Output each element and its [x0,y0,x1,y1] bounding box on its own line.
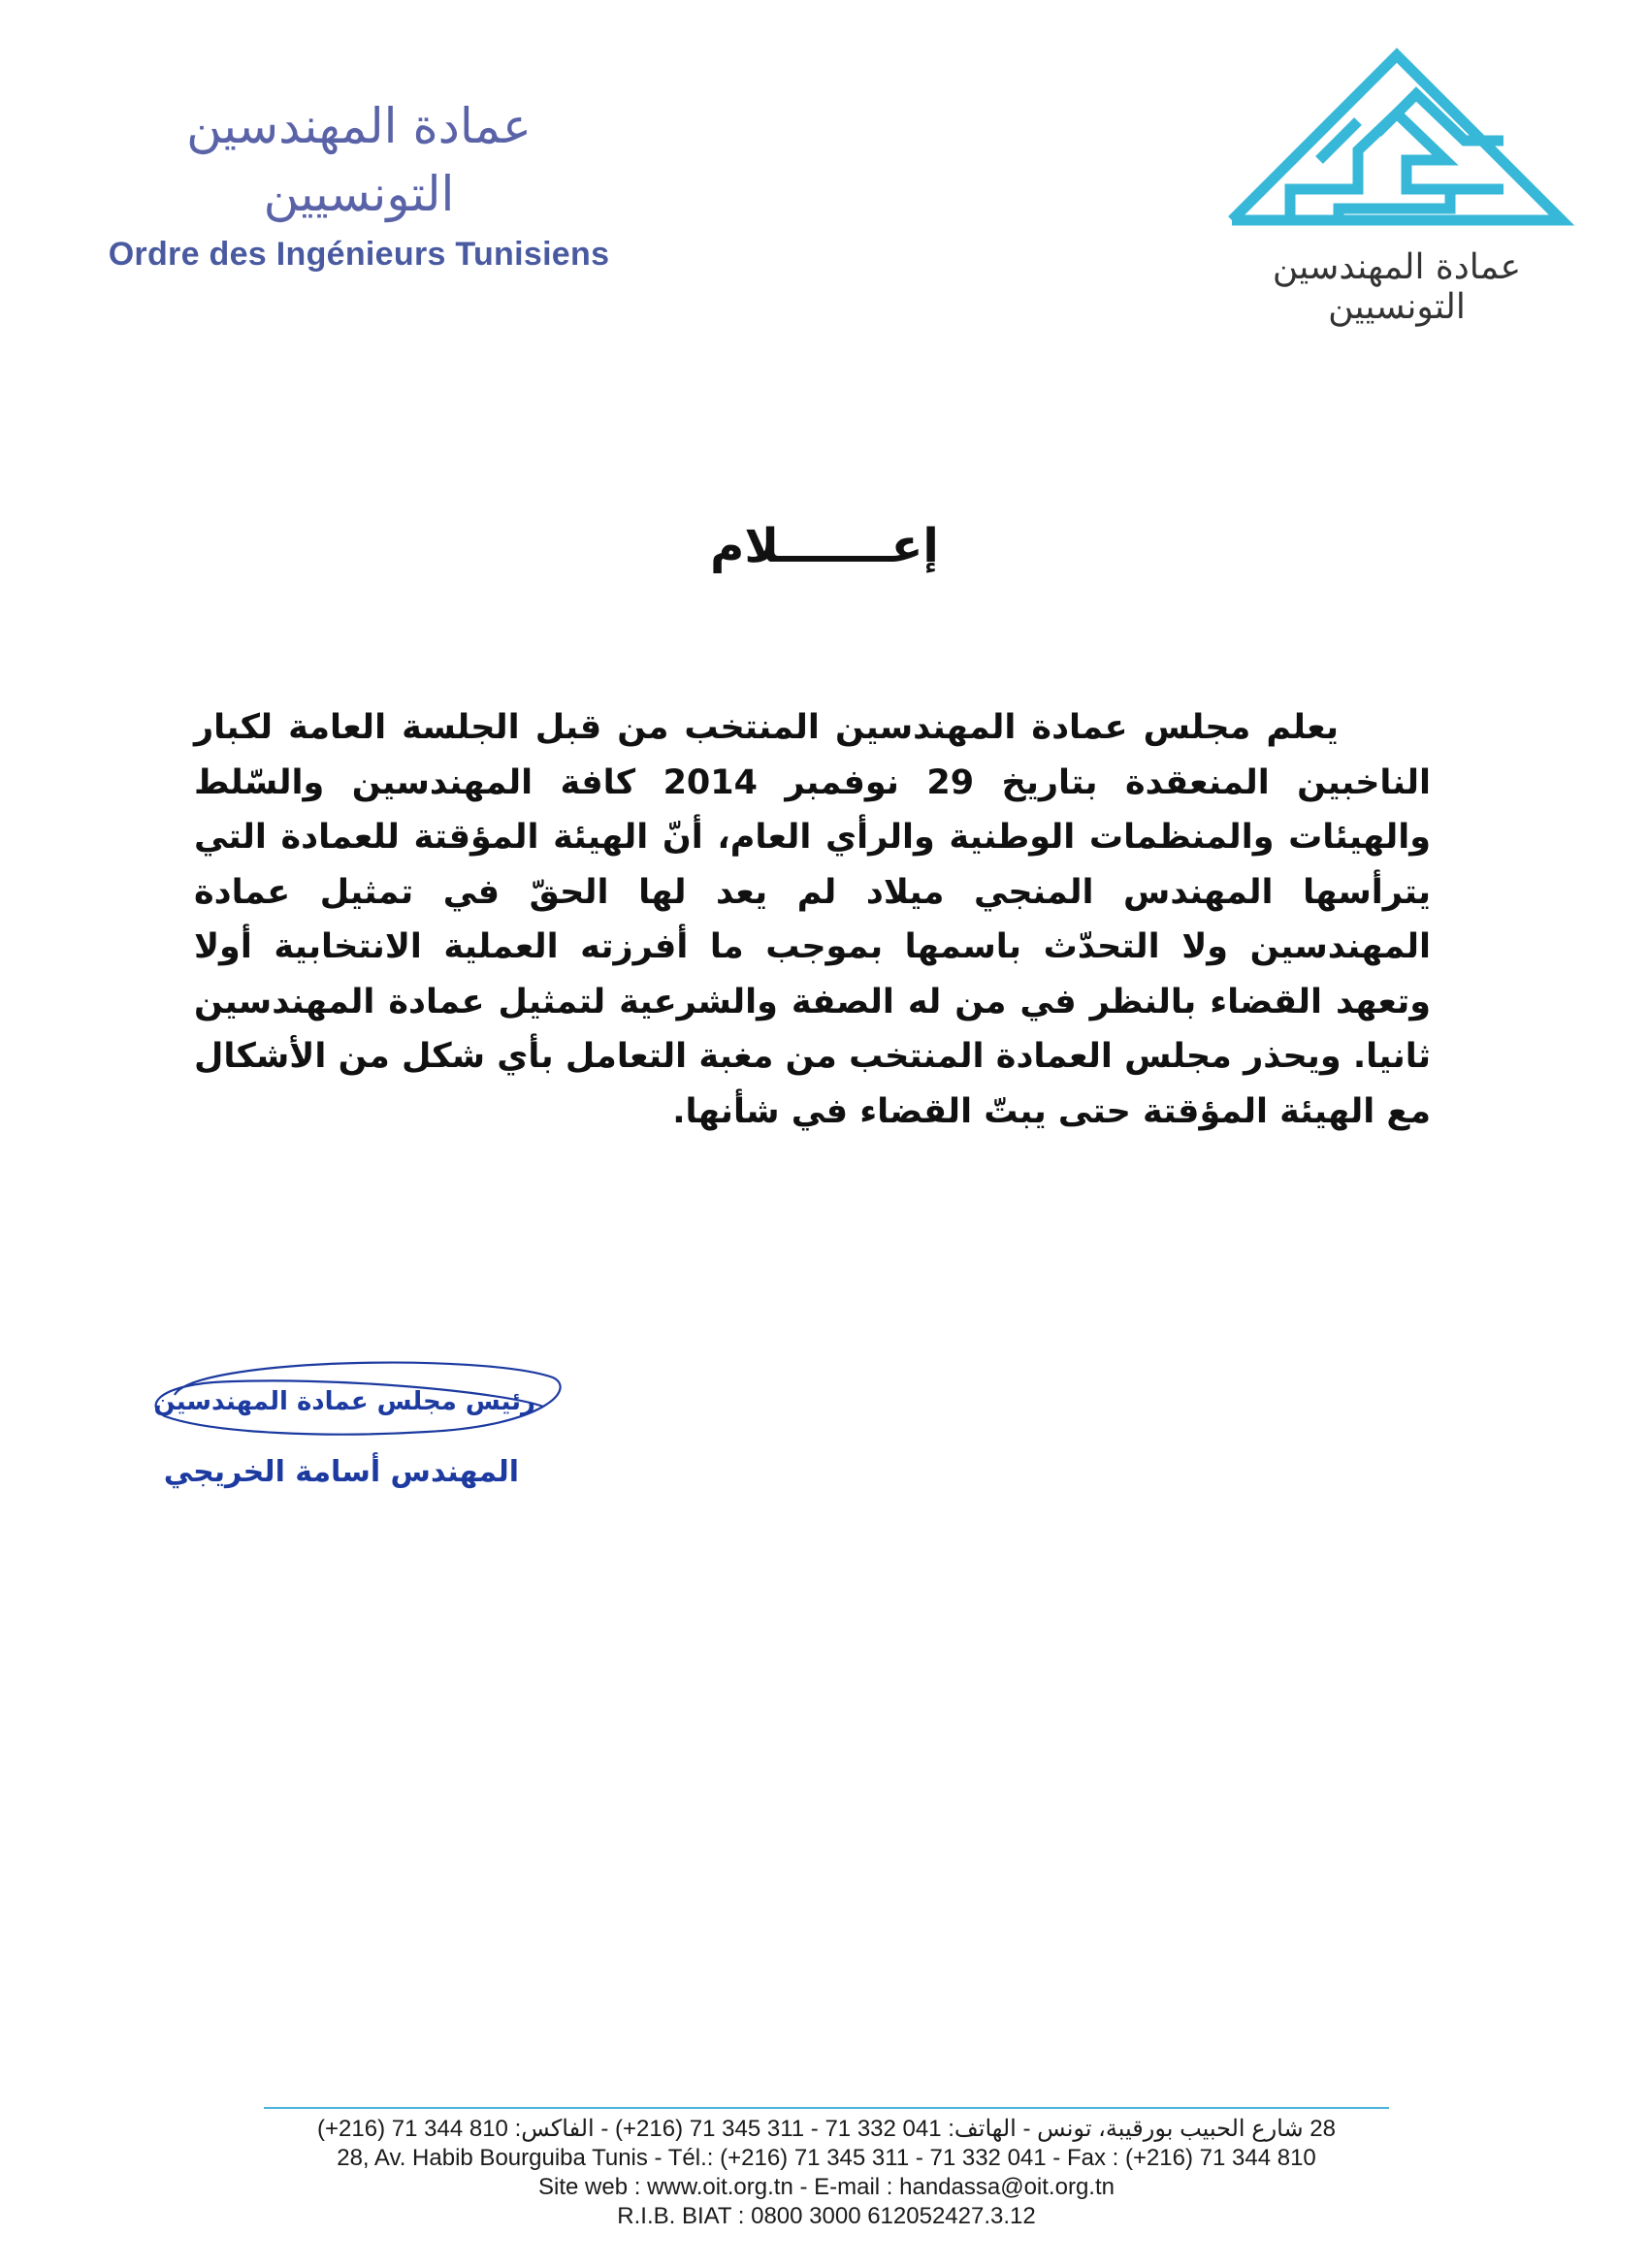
footer-bank-rib: R.I.B. BIAT : 0800 3000 612052427.3.12 [617,2203,1036,2229]
footer-address-arabic: 28 شارع الحبيب بورقيبة، تونس - الهاتف: 041 332 71 - 311 345 71 (216+) - الفاكس: 810 344 71 (216+) [317,2116,1336,2142]
footer-divider [264,2107,1389,2109]
logo-triangle-icon [1212,44,1581,238]
signatory-name: المهندس أسامة الخريجي [163,1455,519,1489]
footer-web-email: Site web : www.oit.org.tn - E-mail : handassa@oit.org.tn [538,2174,1115,2200]
signature-stamp [136,1348,572,1465]
org-name-arabic: عمادة المهندسين التونسيين [186,98,532,222]
logo-caption: عمادة المهندسين التونسيين [1272,247,1522,327]
letterhead-left [97,92,621,274]
signatory-title: رئيس مجلس عمادة المهندسين [153,1387,535,1416]
document-title: إعـــــــلام [710,519,939,573]
announcement-text: يعلم مجلس عمادة المهندسين المنتخب من قبل الجلسة العامة لكبار الناخبين المنعقدة بتاريخ 29 نوفمبر 2014 كافة المهندسين والسّلط والهيئات والمنظمات الوطنية والرأي العام، أنّ الهيئة المؤقتة للعمادة التي يترأسها المهندس المنجي ميلاد لم يعد لها الحقّ في تمثيل عمادة المهندسين ولا التحدّث باسمها بموجب ما أفرزته العملية الانتخابية أولا وتعهد القضاء بالنظر في من له الصفة والشرعية لتمثيل عمادة المهندسين ثانيا. ويحذر مجلس العمادة المنتخب من مغبة التعامل بأي شكل من الأشكال مع الهيئة المؤقتة حتى يبتّ القضاء في شأنها. [194,708,1431,1131]
footer-contact [264,2115,1389,2231]
announcement-body [194,700,1431,1139]
org-logo [1212,44,1581,327]
org-name-french: Ordre des Ingénieurs Tunisiens [108,236,610,273]
footer-address-french: 28, Av. Habib Bourguiba Tunis - Tél.: (+216) 71 345 311 - 71 332 041 - Fax : (+216) 71 344 810 [337,2145,1316,2171]
